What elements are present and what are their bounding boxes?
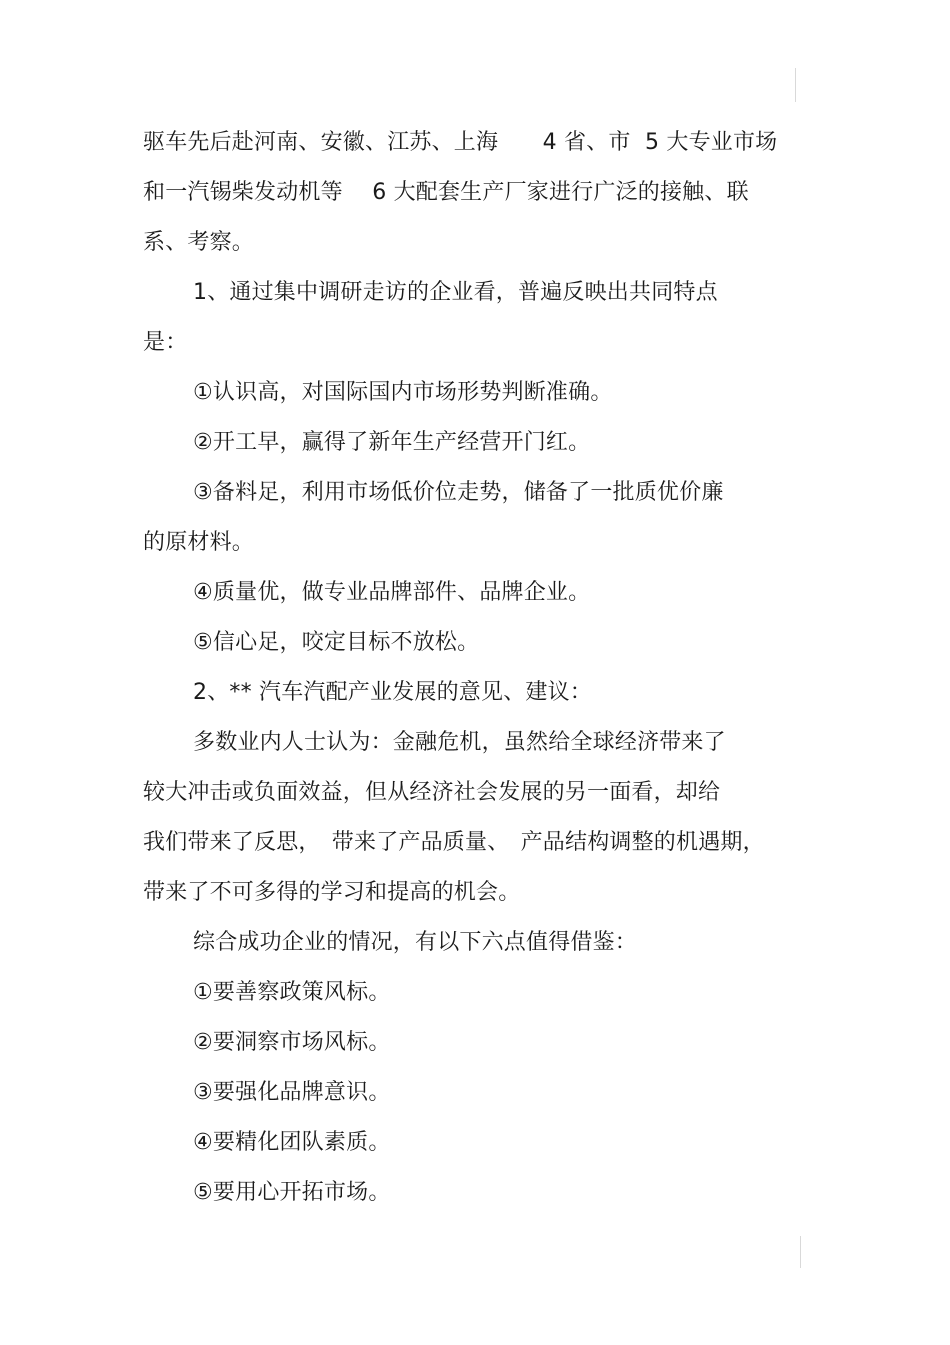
- list-item-continuation: 的原材料。: [143, 530, 255, 555]
- list-item: ②要洞察市场风标。: [193, 1030, 391, 1055]
- list-item: ⑤信心足，咬定目标不放松。: [193, 630, 480, 655]
- list-item: ③备料足，利用市场低价位走势，储备了一批质优价廉: [193, 480, 724, 505]
- list-item: ②开工早，赢得了新年生产经营开门红。: [193, 430, 591, 455]
- paragraph-line: 带来了不可多得的学习和提高的机会。: [143, 880, 521, 905]
- page-edge-mark-bottom: [800, 1236, 801, 1268]
- list-item: ③要强化品牌意识。: [193, 1080, 391, 1105]
- paragraph-line: 和一汽锡柴发动机等 6 大配套生产厂家进行广泛的接触、联: [143, 180, 749, 205]
- page-edge-mark-top: [795, 68, 796, 102]
- paragraph-line: 系、考察。: [143, 230, 255, 255]
- paragraph-line: 较大冲击或负面效益，但从经济社会发展的另一面看，却给: [143, 780, 721, 805]
- list-item: ①认识高，对国际国内市场形势判断准确。: [193, 380, 613, 405]
- paragraph-line: 综合成功企业的情况，有以下六点值得借鉴：: [193, 930, 638, 955]
- paragraph-line: 驱车先后赴河南、安徽、江苏、上海 4 省、市 5 大专业市场: [143, 130, 778, 155]
- section-heading-2: 2、** 汽车汽配产业发展的意见、建议：: [193, 680, 592, 705]
- list-item: ④质量优，做专业品牌部件、品牌企业。: [193, 580, 591, 605]
- paragraph-line: 是：: [143, 330, 188, 355]
- list-item: ⑤要用心开拓市场。: [193, 1180, 391, 1205]
- list-item: ①要善察政策风标。: [193, 980, 391, 1005]
- paragraph-line: 我们带来了反思， 带来了产品质量、 产品结构调整的机遇期，: [143, 830, 765, 855]
- paragraph-line: 多数业内人士认为：金融危机，虽然给全球经济带来了: [193, 730, 726, 755]
- list-item: ④要精化团队素质。: [193, 1130, 391, 1155]
- section-heading-1: 1、通过集中调研走访的企业看，普遍反映出共同特点: [193, 280, 718, 305]
